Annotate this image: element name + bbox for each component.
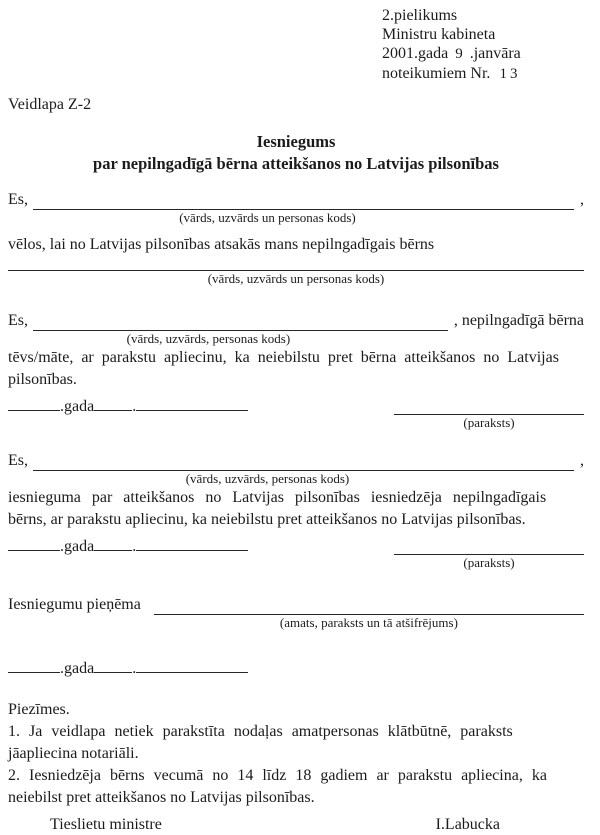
consent-body-line1: tēvs/māte, ar parakstu apliecinu, ka neiebilstu pret bērna atteikšanos no Latvijas <box>8 349 559 366</box>
section-received-by <box>8 595 584 679</box>
minister-title: Tieslietu ministre <box>50 816 162 833</box>
title-line2: par nepilngadīgā bērna atteikšanos no Latvijas pilsonības <box>93 154 499 173</box>
notes-block <box>8 699 584 809</box>
document-title <box>8 131 584 175</box>
child-date-signature-row <box>8 535 584 571</box>
regulation-reference-block <box>382 6 584 84</box>
regulation-number-label: noteikumiem Nr. <box>382 65 491 82</box>
child-date-line <box>8 535 248 571</box>
child-name-caption: (vārds, uzvārds un personas kods) <box>207 271 385 286</box>
minister-name: I.Labucka <box>435 816 500 833</box>
date-dot: . <box>132 660 137 677</box>
parent-name-row <box>8 190 584 226</box>
child-consent-name-row <box>8 451 584 487</box>
section-child-consent <box>8 451 584 571</box>
date-year-label: 2001.gada <box>382 45 449 62</box>
other-parent-suffix: , nepilngadīgā bērna <box>453 312 584 329</box>
received-date-line <box>8 657 584 679</box>
date-day-value: 9 <box>455 46 463 62</box>
month-blank <box>136 535 248 551</box>
consent-signature-caption: (paraksts) <box>463 415 515 430</box>
date-dot: . <box>132 538 137 555</box>
child-consent-name-field-col <box>33 451 574 487</box>
cabinet-line: Ministru kabineta <box>382 26 496 43</box>
notes-heading: Piezīmes. <box>8 701 70 718</box>
gada-label: .gada <box>60 398 95 415</box>
other-parent-name-blank-line <box>33 311 448 331</box>
consent-date-line <box>8 395 248 431</box>
note2-line1: 2. Iesniedzēja bērns vecumā no 14 līdz 18 gadiem ar parakstu apliecina, ka <box>8 767 547 784</box>
note1-line2: jāapliecina notariāli. <box>8 745 139 762</box>
received-by-label: Iesniegumu pieņēma <box>8 596 141 613</box>
date-month-label: .janvāra <box>469 45 521 62</box>
parent-name-caption: (vārds, uzvārds un personas kods) <box>179 210 356 225</box>
child-signature-caption: (paraksts) <box>463 555 515 570</box>
appendix-number: 2.pielikums <box>382 7 458 24</box>
trailing-comma-1: , <box>580 191 584 208</box>
trailing-comma-3: , <box>580 452 584 469</box>
date-dot: . <box>132 398 137 415</box>
year-blank <box>8 395 60 411</box>
child-consent-body-line1: iesnieguma par atteikšanos no Latvijas pilsonības iesniedzēja nepilngadīgais <box>8 489 547 506</box>
other-parent-name-row <box>8 311 584 347</box>
parent-name-blank-line <box>33 190 574 210</box>
other-parent-name-field-col <box>33 311 448 347</box>
other-parent-name-caption: (vārds, uzvārds, personas kods) <box>126 331 291 346</box>
received-by-blank-line <box>154 595 584 615</box>
regulation-number-line <box>382 64 584 84</box>
es-label-2: Es, <box>8 312 28 329</box>
gada-label: .gada <box>60 660 95 677</box>
gada-label: .gada <box>60 538 95 555</box>
child-name-blank-line <box>8 256 584 271</box>
es-label-3: Es, <box>8 452 28 469</box>
received-by-field-col <box>154 595 584 631</box>
month-blank <box>136 395 248 411</box>
footer-signatories <box>8 815 584 835</box>
day-blank <box>94 657 132 673</box>
child-consent-name-caption: (vārds, uzvārds, personas kods) <box>185 471 350 486</box>
title-line1: Iesniegums <box>256 132 336 151</box>
child-consent-body-line2: bērns, ar parakstu apliecinu, ka neiebilstu pret atteikšanos no Latvijas pilsonības. <box>8 511 526 528</box>
day-blank <box>94 535 132 551</box>
consent-date-signature-row <box>8 395 584 431</box>
month-blank <box>136 657 248 673</box>
year-blank <box>8 657 60 673</box>
consent-body-line2: pilsonības. <box>8 371 77 388</box>
section-parent-intro <box>8 190 584 287</box>
es-label-1: Es, <box>8 191 28 208</box>
section-other-parent-consent <box>8 311 584 431</box>
year-blank <box>8 535 60 551</box>
parent-statement: vēlos, lai no Latvijas pilsonības atsakās mans nepilngadīgais bērns <box>8 236 435 253</box>
note1-line1: 1. Ja veidlapa netiek parakstīta nodaļas amatpersonas klātbūtnē, paraksts <box>8 723 513 740</box>
note2-line2: neiebilst pret atteikšanos no Latvijas pilsonības. <box>8 789 315 806</box>
parent-name-field-col <box>33 190 574 226</box>
day-blank <box>94 395 132 411</box>
consent-signature-line <box>394 395 584 415</box>
received-by-row <box>8 595 584 631</box>
consent-signature-col <box>394 395 584 431</box>
child-signature-line <box>394 535 584 555</box>
child-consent-name-blank-line <box>33 451 574 471</box>
date-line <box>382 44 584 64</box>
child-signature-col <box>394 535 584 571</box>
received-by-caption: (amats, paraksts un tā atšifrējums) <box>279 615 458 630</box>
regulation-number-value: 13 <box>499 66 521 82</box>
form-code: Veidlapa Z-2 <box>8 96 92 113</box>
